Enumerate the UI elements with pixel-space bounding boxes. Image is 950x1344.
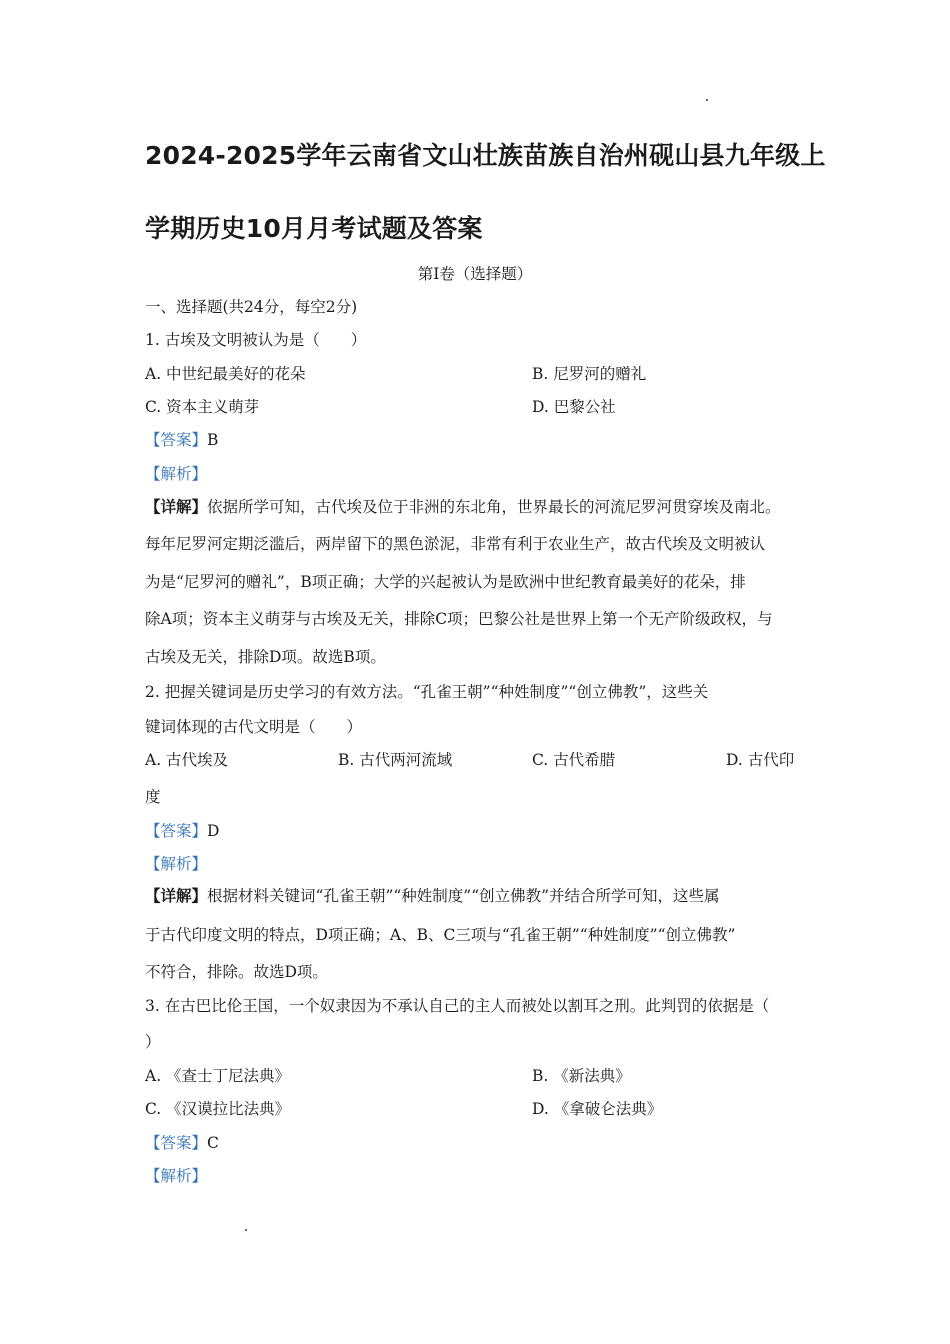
q2-answer-value: D [207, 822, 220, 840]
q2-detail-2: 于古代印度文明的特点，D项正确；A、B、C三项与“孔雀王朝”“种姓制度”“创立佛教” [145, 926, 736, 944]
q1-option-a: A. 中世纪最美好的花朵 [145, 365, 306, 383]
q1-detail-5: 古埃及无关，排除D项。故选B项。 [145, 648, 386, 666]
q1-answer-value: B [207, 431, 219, 449]
q2-option-d-cont: 度 [145, 788, 161, 806]
q1-detail-2: 每年尼罗河定期泛滥后，两岸留下的黑色淤泥，非常有利于农业生产，故古代埃及文明被认 [145, 535, 766, 553]
q2-detail-3: 不符合，排除。故选D项。 [145, 963, 328, 981]
q3-stem-1: 3. 在古巴比伦王国，一个奴隶因为不承认自己的主人而被处以割耳之刑。此判罚的依据是（ [145, 997, 770, 1015]
q3-answer-value: C [207, 1134, 219, 1152]
q1-answer [145, 430, 218, 450]
q1-detail-3: 为是“尼罗河的赠礼”，B项正确；大学的兴起被认为是欧洲中世纪教育最美好的花朵，排 [145, 573, 746, 591]
q2-stem-2: 键词体现的古代文明是（ ） [145, 718, 363, 736]
q1-stem: 1. 古埃及文明被认为是（ ） [145, 331, 367, 349]
scan-dot-top [706, 99, 708, 101]
q3-analysis-tag: 【解析】 [145, 1167, 208, 1185]
q2-option-d: D. 古代印 [726, 751, 795, 769]
q2-option-c: C. 古代希腊 [532, 751, 616, 769]
q2-option-a: A. 古代埃及 [145, 751, 229, 769]
q3-option-d: D. 《拿破仑法典》 [532, 1100, 663, 1118]
q1-detail-1: 【详解】依据所学可知，古代埃及位于非洲的东北角，世界最长的河流尼罗河贯穿埃及南北。 [145, 497, 781, 516]
detail-tag: 【详解】 [145, 497, 208, 516]
q3-option-a: A. 《查士丁尼法典》 [145, 1067, 291, 1085]
q2-analysis-tag: 【解析】 [145, 855, 208, 873]
q1-option-b: B. 尼罗河的赠礼 [532, 365, 647, 383]
q1-analysis-tag: 【解析】 [145, 465, 208, 483]
q2-answer [145, 821, 219, 841]
detail-tag: 【详解】 [145, 886, 208, 905]
doc-title-line1: 2024-2025学年云南省文山壮族苗族自治州砚山县九年级上 [145, 141, 826, 170]
section-heading: 一、选择题(共24分，每空2分) [145, 298, 358, 316]
answer-tag: 【答案】 [145, 822, 208, 840]
q2-stem-1: 2. 把握关键词是历史学习的有效方法。“孔雀王朝”“种姓制度”“创立佛教”，这些关 [145, 683, 709, 701]
answer-tag: 【答案】 [145, 431, 208, 449]
q2-option-b: B. 古代两河流域 [338, 751, 453, 769]
q3-answer [145, 1133, 219, 1153]
q1-option-d: D. 巴黎公社 [532, 398, 616, 416]
answer-tag: 【答案】 [145, 1134, 208, 1152]
q3-option-b: B. 《新法典》 [532, 1067, 631, 1085]
scan-dot-bottom [245, 1229, 247, 1231]
q1-detail-4: 除A项；资本主义萌芽与古埃及无关，排除C项；巴黎公社是世界上第一个无产阶级政权，与 [145, 610, 773, 628]
volume-heading: 第Ⅰ卷（选择题） [417, 265, 533, 283]
q2-detail-1: 【详解】根据材料关键词“孔雀王朝”“种姓制度”“创立佛教”并结合所学可知，这些属 [145, 886, 720, 905]
doc-title-line2: 学期历史10月月考试题及答案 [145, 214, 483, 243]
q1-option-c: C. 资本主义萌芽 [145, 398, 260, 416]
q3-stem-2: ） [145, 1033, 161, 1051]
q3-option-c: C. 《汉谟拉比法典》 [145, 1100, 291, 1118]
